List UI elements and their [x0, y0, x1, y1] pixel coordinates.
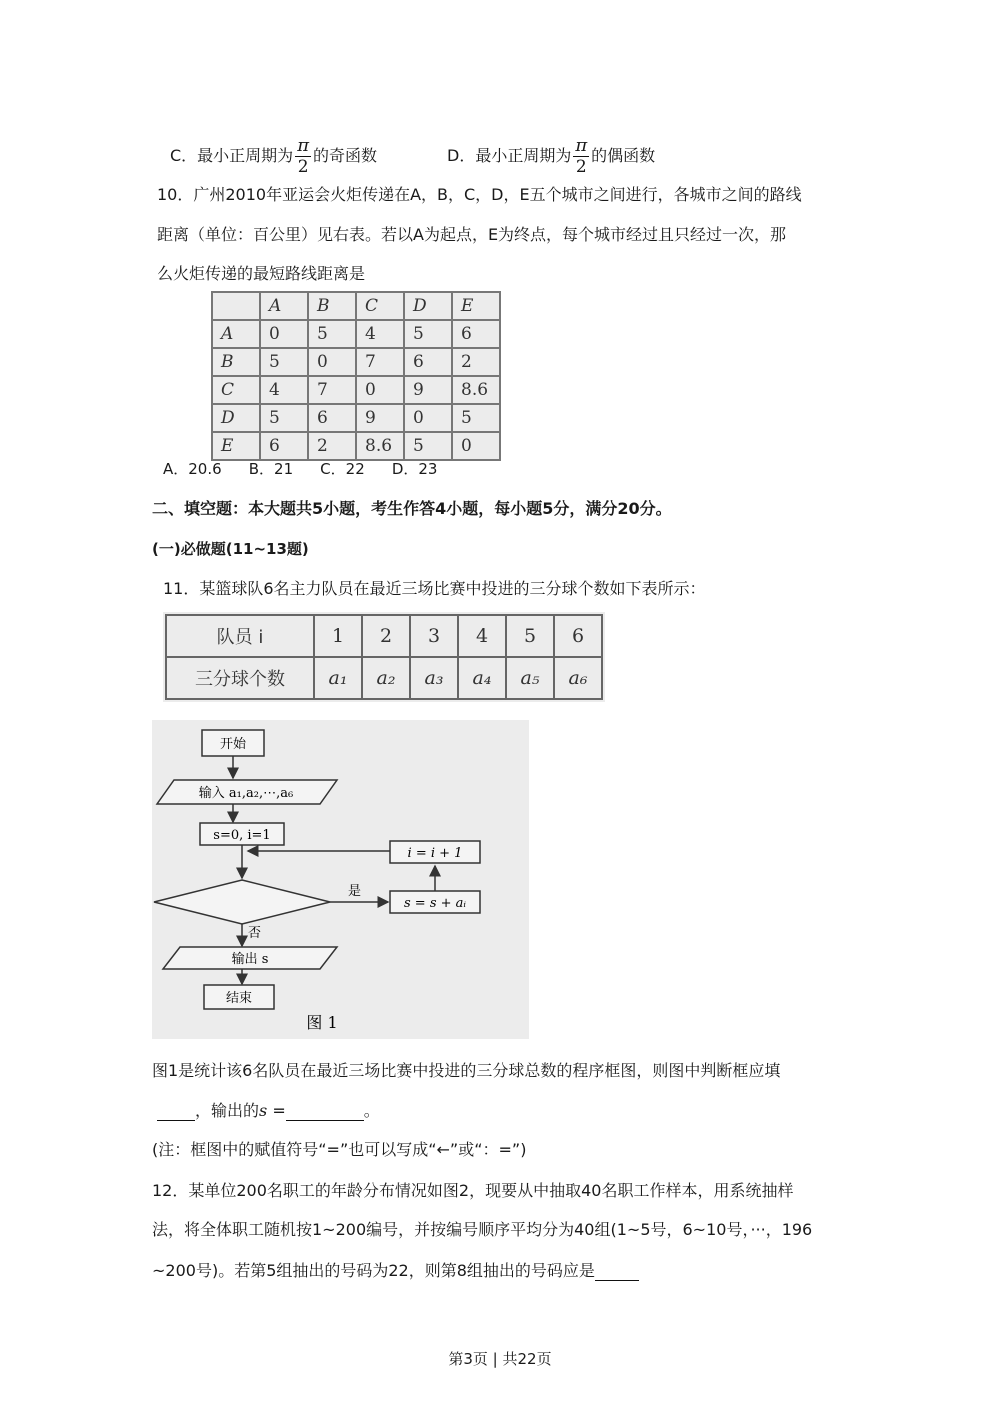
table-cell: B — [308, 292, 356, 320]
flow-init-text: s=0, i=1 — [213, 828, 271, 843]
section2-title: 二、填空题：本大题共5小题，考生作答4小题，每小题5分，满分20分。 — [152, 499, 672, 518]
flow-end-text: 结束 — [225, 991, 253, 1006]
score-table — [165, 614, 603, 700]
section2-sub: (一)必做题(11~13题) — [152, 540, 309, 558]
flowchart — [152, 720, 529, 1039]
distance-table — [211, 291, 501, 461]
answer-blank-3[interactable] — [595, 1260, 639, 1281]
flow-caption: 图 1 — [306, 1013, 338, 1032]
q10-line1: 10．广州2010年亚运会火炬传递在A，B，C，D，E五个城市之间进行，各城市之间的路线 — [157, 185, 802, 204]
table-row: C 4 7 0 9 8.6 — [212, 376, 500, 404]
flow-yes-label: 是 — [348, 884, 362, 899]
flow-start-text: 开始 — [219, 737, 247, 752]
table-cell — [212, 292, 260, 320]
flow-no-label: 否 — [248, 926, 262, 941]
flow-output-text: 输出 s — [231, 952, 269, 967]
table-cell: D — [404, 292, 452, 320]
score-table-image — [163, 612, 605, 702]
q9-option-c: C．最小正周期为 $\frac{\pi}{2}$ 的奇函数 — [170, 135, 378, 177]
q11-line2: ，输出的s = 。 — [157, 1100, 380, 1121]
table-row: E 6 2 8.6 5 0 — [212, 432, 500, 460]
q11-stem: 11．某篮球队6名主力队员在最近三场比赛中投进的三分球个数如下表所示： — [163, 579, 706, 598]
table-cell: C — [356, 292, 404, 320]
flow-input-text: 输入 a₁,a₂,⋯,a₆ — [198, 786, 294, 801]
q11-line1: 图1是统计该6名队员在最近三场比赛中投进的三分球总数的程序框图，则图中判断框应填 — [152, 1061, 781, 1080]
table-row: B 5 0 7 6 2 — [212, 348, 500, 376]
table-row: D 5 6 9 0 5 — [212, 404, 500, 432]
q9-option-d: D．最小正周期为 $\frac{\pi}{2}$ 的偶函数 — [447, 135, 656, 177]
q11-note: (注：框图中的赋值符号“=”也可以写成“←”或“：=”) — [152, 1140, 527, 1159]
table-row: A 0 5 4 5 6 — [212, 320, 500, 348]
flow-sum-text: s = s + aᵢ — [403, 896, 467, 911]
answer-blank-2[interactable] — [286, 1100, 364, 1121]
flow-decision-box — [154, 880, 330, 924]
q10-options: A．20.6 B．21 C．22 D．23 — [163, 460, 438, 478]
table-row: 三分球个数 a₁ a₂ a₃ a₄ a₅ a₆ — [166, 657, 602, 699]
q10-line3: 么火炬传递的最短路线距离是 — [157, 264, 366, 283]
table-cell: E — [452, 292, 500, 320]
page-footer: 第3页 | 共22页 — [448, 1350, 552, 1368]
answer-blank-1[interactable] — [157, 1100, 195, 1121]
q12-line1: 12．某单位200名职工的年龄分布情况如图2，现要从中抽取40名职工作样本，用系统抽样 — [152, 1181, 794, 1200]
q12-line2: 法，将全体职工随机按1~200编号，并按编号顺序平均分为40组(1~5号，6~10号，···，196 — [152, 1220, 813, 1239]
pi-over-2-fraction: $\frac{\pi}{2}$ — [297, 135, 310, 177]
flow-inc-text: i = i + 1 — [407, 846, 463, 861]
distance-table-image — [211, 291, 501, 461]
table-row: 队员 i 1 2 3 4 5 6 — [166, 615, 602, 657]
q12-line3: ~200号)。若第5组抽出的号码为22，则第8组抽出的号码应是 — [152, 1260, 639, 1281]
q10-line2: 距离（单位：百公里）见右表。若以A为起点，E为终点，每个城市经过且只经过一次，那 — [157, 225, 787, 244]
pi-over-2-fraction: $\frac{\pi}{2}$ — [575, 135, 588, 177]
flowchart-image — [152, 720, 529, 1039]
table-cell: A — [260, 292, 308, 320]
